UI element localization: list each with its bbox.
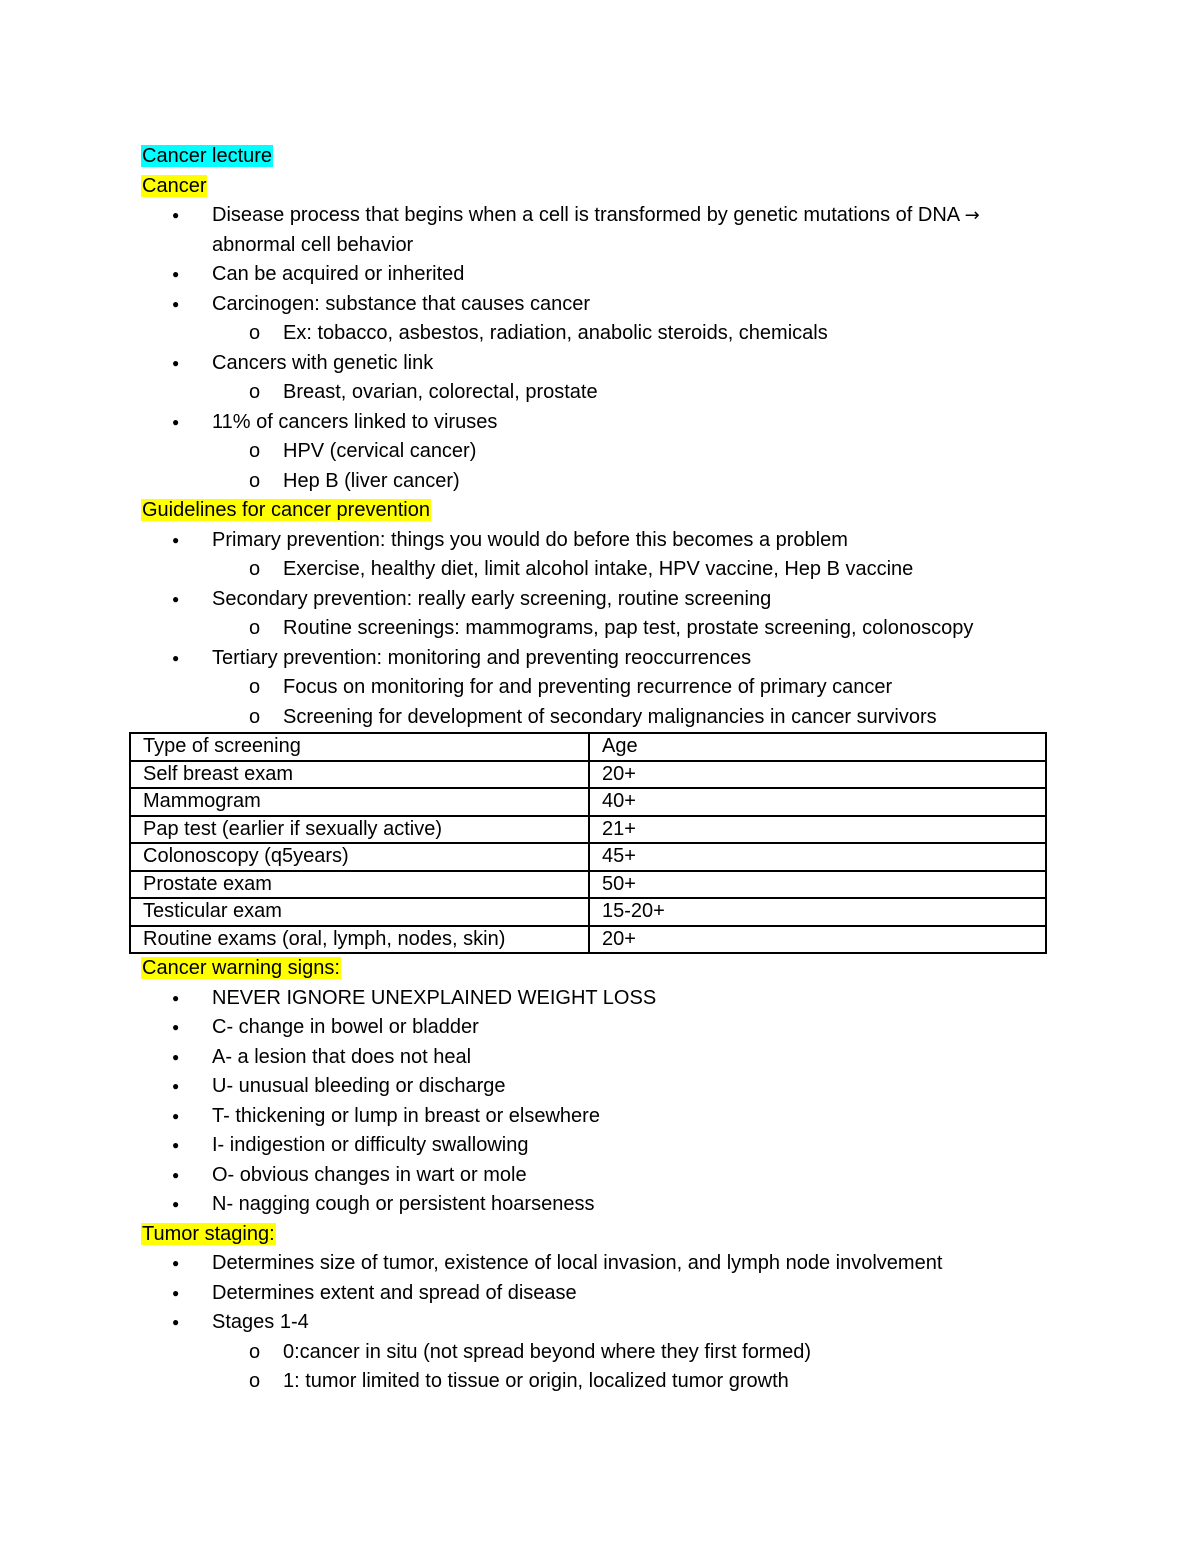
- sub-bullet-item: o HPV (cervical cancer): [141, 437, 1051, 467]
- bullet-item: ● I- indigestion or difficulty swallowing: [141, 1131, 1051, 1161]
- table-cell: Colonoscopy (q5years): [130, 843, 589, 871]
- screening-table: [129, 732, 1047, 954]
- sub-bullet-item: o Routine screenings: mammograms, pap test, prostate screening, colonoscopy: [141, 614, 1051, 644]
- table-cell: 50+: [589, 871, 1046, 899]
- sub-bullet-item: o Exercise, healthy diet, limit alcohol intake, HPV vaccine, Hep B vaccine: [141, 555, 1051, 585]
- bullet-item: ● N- nagging cough or persistent hoarseness: [141, 1190, 1051, 1220]
- bullet-item: ● Secondary prevention: really early screening, routine screening: [141, 585, 1051, 615]
- bullet-item: ● U- unusual bleeding or discharge: [141, 1072, 1051, 1102]
- sub-bullet-item: o Screening for development of secondary malignancies in cancer survivors: [141, 703, 1051, 733]
- bullet-item: ● NEVER IGNORE UNEXPLAINED WEIGHT LOSS: [141, 984, 1051, 1014]
- table-row: [130, 816, 1046, 844]
- sub-bullet-item: o Focus on monitoring for and preventing recurrence of primary cancer: [141, 673, 1051, 703]
- bullet-item: ● O- obvious changes in wart or mole: [141, 1161, 1051, 1191]
- bullet-continuation: abnormal cell behavior: [212, 233, 414, 256]
- sub-bullet-item: o Ex: tobacco, asbestos, radiation, anabolic steroids, chemicals: [141, 319, 1051, 349]
- table-cell: 20+: [589, 926, 1046, 954]
- bullet-item: ● Determines size of tumor, existence of local invasion, and lymph node involvement: [141, 1249, 1051, 1279]
- cancer-heading: Cancer: [142, 174, 207, 197]
- table-header-cell: Age: [589, 733, 1046, 761]
- table-cell: 21+: [589, 816, 1046, 844]
- bullet-item: ● Stages 1-4: [141, 1308, 1051, 1338]
- table-cell: Pap test (earlier if sexually active): [130, 816, 589, 844]
- table-cell: 20+: [589, 761, 1046, 789]
- bullet-item: ● Disease process that begins when a cell is transformed by genetic mutations of DNA →: [141, 201, 1051, 231]
- table-header-row: [130, 733, 1046, 761]
- bullet-item: ● A- a lesion that does not heal: [141, 1043, 1051, 1073]
- right-arrow-icon: →: [964, 205, 980, 226]
- sub-bullet-item: o 0:cancer in situ (not spread beyond where they first formed): [141, 1338, 1051, 1368]
- bullet-item: ● Carcinogen: substance that causes cancer: [141, 290, 1051, 320]
- table-cell: 15-20+: [589, 898, 1046, 926]
- table-header-cell: Type of screening: [130, 733, 589, 761]
- table-cell: Prostate exam: [130, 871, 589, 899]
- bullet-item: ● Determines extent and spread of disease: [141, 1279, 1051, 1309]
- warning-heading: Cancer warning signs:: [142, 957, 340, 979]
- table-cell: Self breast exam: [130, 761, 589, 789]
- table-row: [130, 788, 1046, 816]
- document-page: [141, 142, 1051, 1397]
- staging-heading: Tumor staging:: [142, 1222, 275, 1245]
- lecture-title-line: [141, 142, 1051, 172]
- bullet-item: ● C- change in bowel or bladder: [141, 1013, 1051, 1043]
- table-row: [130, 761, 1046, 789]
- table-cell: Mammogram: [130, 788, 589, 816]
- cancer-heading-line: [141, 172, 1051, 202]
- table-row: [130, 843, 1046, 871]
- table-row: [130, 871, 1046, 899]
- lecture-title: Cancer lecture: [142, 145, 273, 167]
- bullet-item: ● Tertiary prevention: monitoring and preventing reoccurrences: [141, 644, 1051, 674]
- table-cell: 45+: [589, 843, 1046, 871]
- sub-bullet-item: o Breast, ovarian, colorectal, prostate: [141, 378, 1051, 408]
- staging-heading-line: [141, 1220, 1051, 1250]
- table-cell: 40+: [589, 788, 1046, 816]
- prevention-heading-line: [141, 496, 1051, 526]
- bullet-item: ● T- thickening or lump in breast or elsewhere: [141, 1102, 1051, 1132]
- table-cell: Testicular exam: [130, 898, 589, 926]
- prevention-heading: Guidelines for cancer prevention: [142, 499, 430, 521]
- bullet-item: ● Primary prevention: things you would do before this becomes a problem: [141, 526, 1051, 556]
- table-cell: Routine exams (oral, lymph, nodes, skin): [130, 926, 589, 954]
- bullet-item: ● Can be acquired or inherited: [141, 260, 1051, 290]
- table-row: [130, 898, 1046, 926]
- sub-bullet-item: o Hep B (liver cancer): [141, 467, 1051, 497]
- table-row: [130, 926, 1046, 954]
- warning-heading-line: [141, 954, 1051, 984]
- bullet-item: ● 11% of cancers linked to viruses: [141, 408, 1051, 438]
- bullet-item: ● Cancers with genetic link: [141, 349, 1051, 379]
- sub-bullet-item: o 1: tumor limited to tissue or origin, localized tumor growth: [141, 1367, 1051, 1397]
